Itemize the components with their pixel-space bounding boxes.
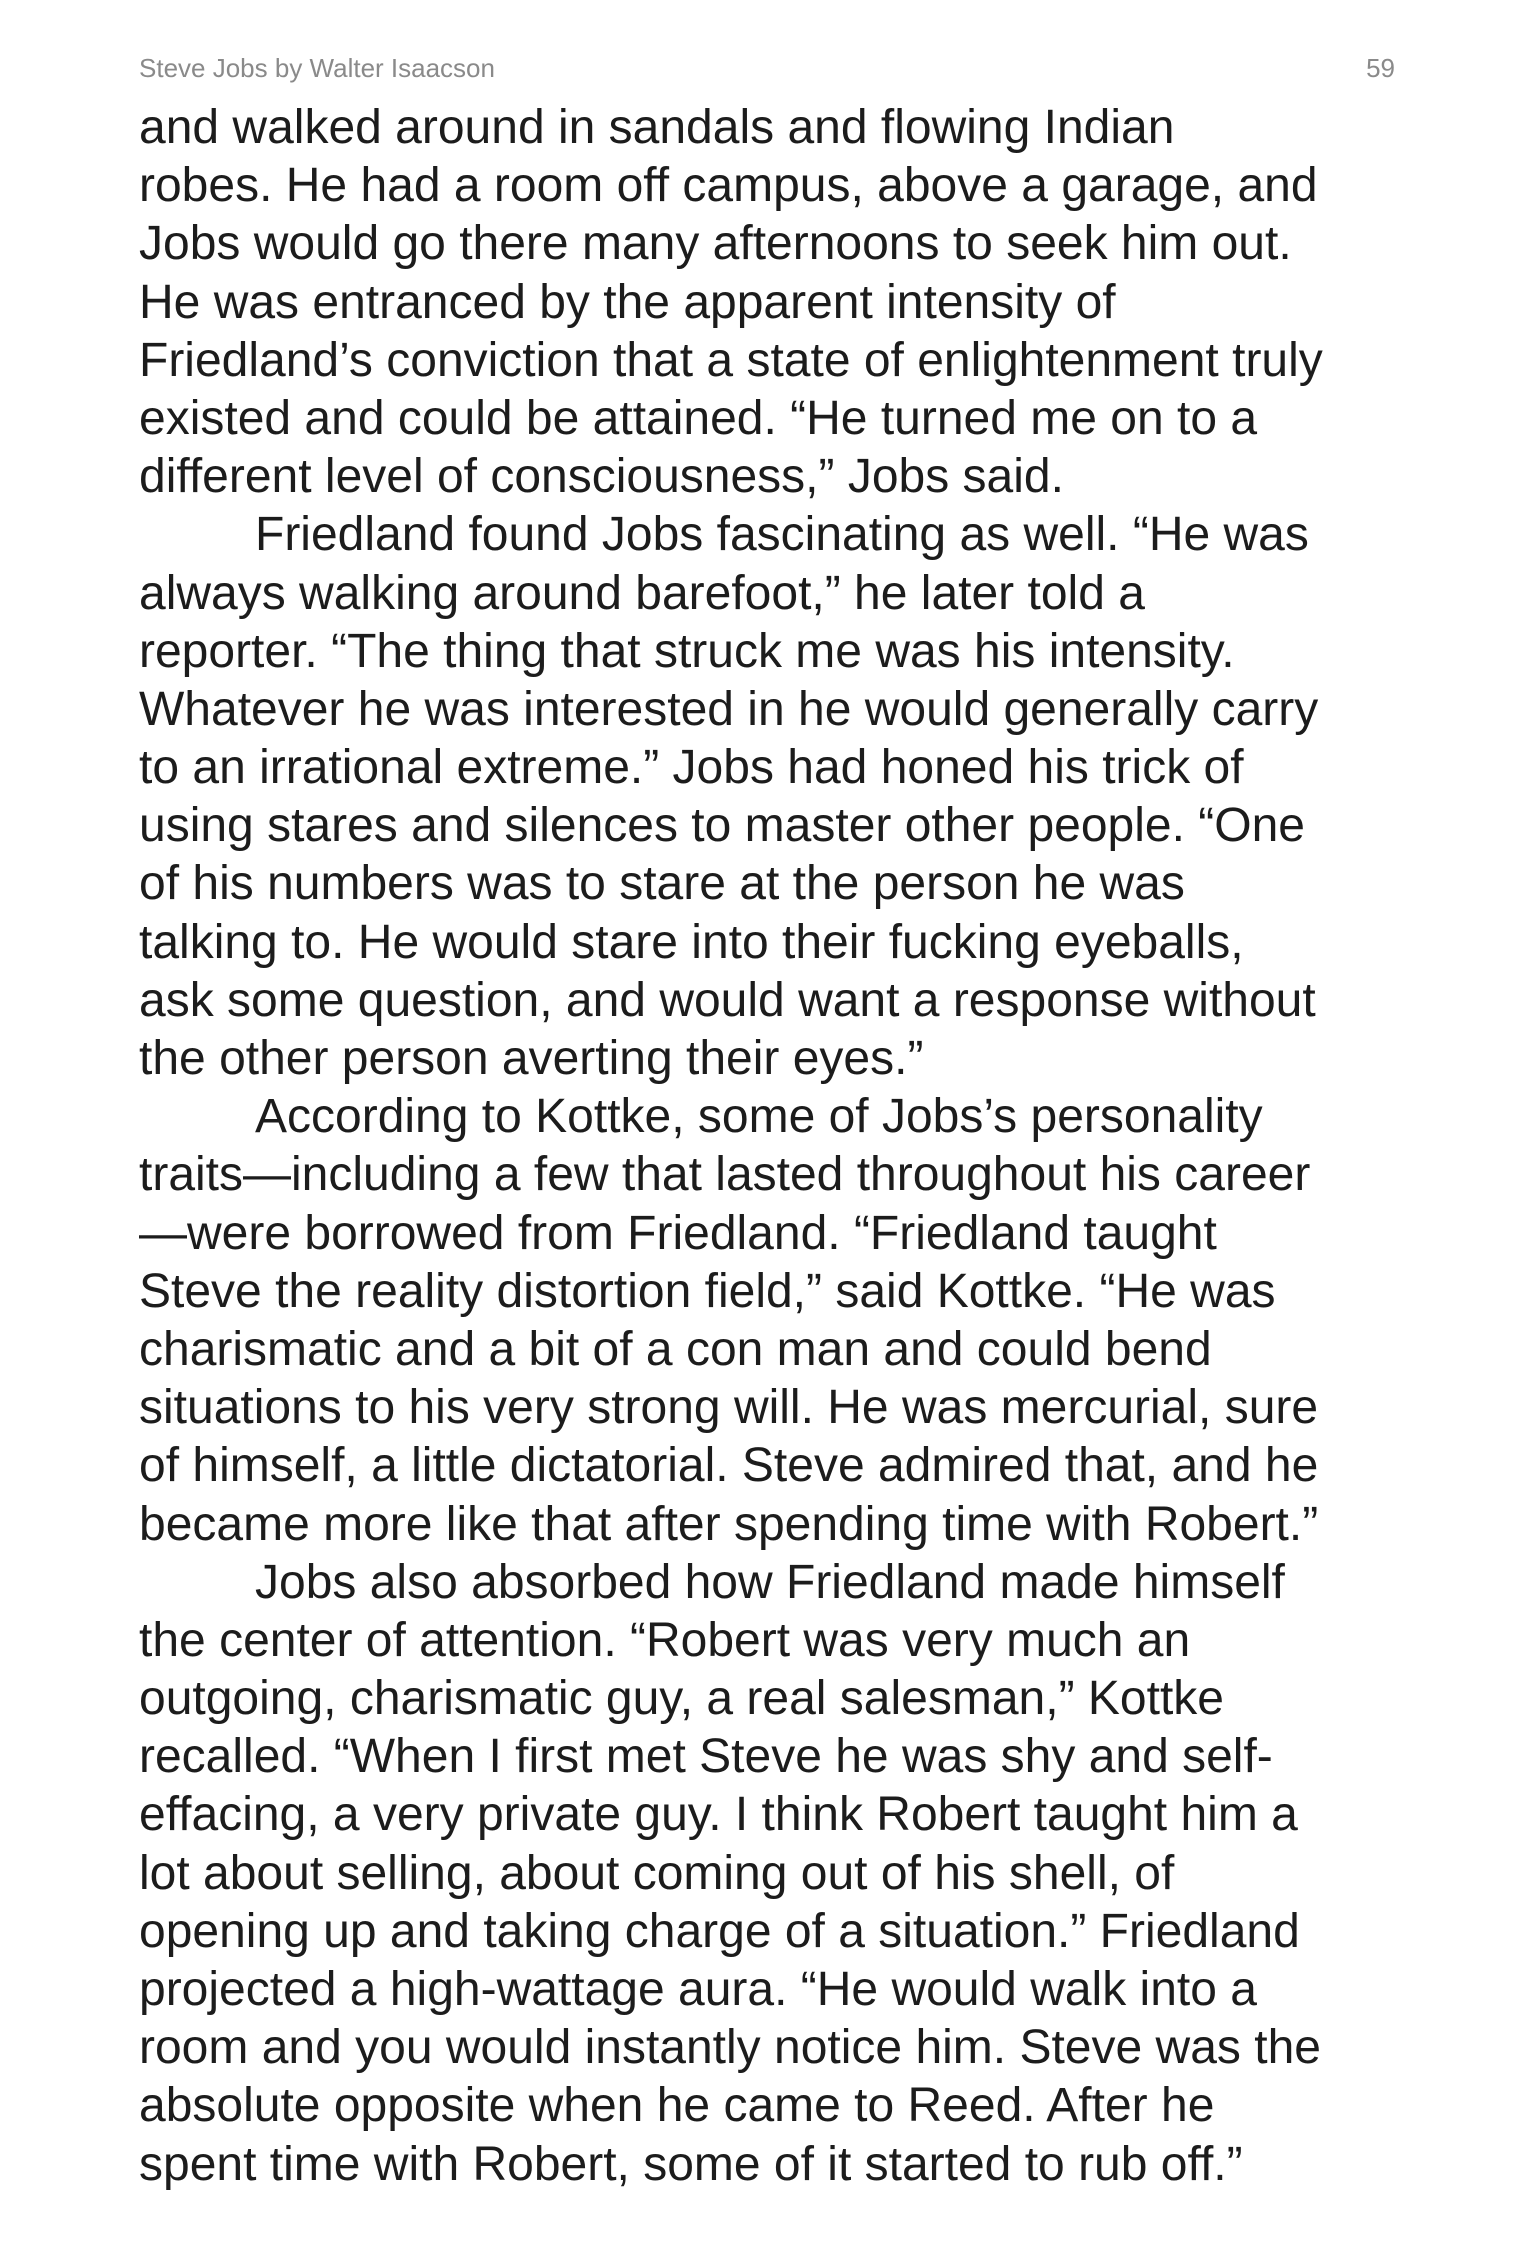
text-line: opening up and taking charge of a situation.” Friedland bbox=[139, 1904, 1300, 1958]
text-line: Jobs would go there many afternoons to seek him out. bbox=[139, 217, 1292, 271]
text-line: reporter. “The thing that struck me was his intensity. bbox=[139, 624, 1235, 678]
text-line: According to Kottke, some of Jobs’s personality bbox=[255, 1090, 1263, 1144]
text-line: outgoing, charismatic guy, a real salesman,” Kottke bbox=[139, 1672, 1224, 1726]
text-line: ask some question, and would want a response without bbox=[139, 973, 1316, 1027]
text-line: charismatic and a bit of a con man and could bend bbox=[139, 1322, 1212, 1376]
book-title: Steve Jobs by Walter Isaacson bbox=[139, 53, 495, 83]
text-line: projected a high-wattage aura. “He would walk into a bbox=[139, 1963, 1257, 2016]
text-line: Steve the reality distortion field,” said Kottke. “He was bbox=[139, 1264, 1276, 1318]
text-line: became more like that after spending time with Robert.” bbox=[139, 1497, 1319, 1551]
text-line: recalled. “When I first met Steve he was shy and self- bbox=[139, 1730, 1273, 1784]
text-line: existed and could be attained. “He turned me on to a bbox=[139, 391, 1258, 445]
text-line: —were borrowed from Friedland. “Friedland taught bbox=[139, 1206, 1217, 1260]
body-text bbox=[139, 99, 1404, 2194]
text-line: Whatever he was interested in he would generally carry bbox=[139, 682, 1319, 736]
text-line: lot about selling, about coming out of his shell, of bbox=[139, 1846, 1175, 1900]
text-line: Jobs also absorbed how Friedland made himself bbox=[255, 1555, 1285, 1609]
text-line: robes. He had a room off campus, above a garage, and bbox=[139, 159, 1318, 213]
text-line: spent time with Robert, some of it started to rub off.” bbox=[139, 2137, 1243, 2191]
text-line: the other person averting their eyes.” bbox=[139, 1032, 924, 1085]
text-line: Friedland’s conviction that a state of enlightenment truly bbox=[139, 333, 1323, 387]
text-line: situations to his very strong will. He was mercurial, sure bbox=[139, 1381, 1319, 1435]
text-line: effacing, a very private guy. I think Robert taught him a bbox=[139, 1788, 1298, 1842]
text-line: the center of attention. “Robert was very much an bbox=[139, 1613, 1191, 1667]
text-line: talking to. He would stare into their fucking eyeballs, bbox=[139, 915, 1244, 969]
text-line: traits—including a few that lasted throughout his career bbox=[139, 1148, 1311, 1202]
text-line: absolute opposite when he came to Reed. After he bbox=[139, 2079, 1215, 2133]
page-number: 59 bbox=[1366, 53, 1395, 83]
text-line: always walking around barefoot,” he later told a bbox=[139, 566, 1145, 620]
text-line: of his numbers was to stare at the person he was bbox=[139, 857, 1185, 911]
text-line: room and you would instantly notice him. Steve was the bbox=[139, 2021, 1321, 2075]
text-line: using stares and silences to master other people. “One bbox=[139, 799, 1305, 853]
running-header bbox=[139, 50, 1395, 86]
text-line: Friedland found Jobs fascinating as well. “He was bbox=[255, 508, 1309, 562]
text-line: to an irrational extreme.” Jobs had honed his trick of bbox=[139, 741, 1244, 795]
text-line: of himself, a little dictatorial. Steve admired that, and he bbox=[139, 1439, 1319, 1493]
text-line: He was entranced by the apparent intensity of bbox=[139, 275, 1116, 329]
text-line: different level of consciousness,” Jobs said. bbox=[139, 450, 1064, 504]
text-line: and walked around in sandals and flowing Indian bbox=[139, 101, 1175, 154]
